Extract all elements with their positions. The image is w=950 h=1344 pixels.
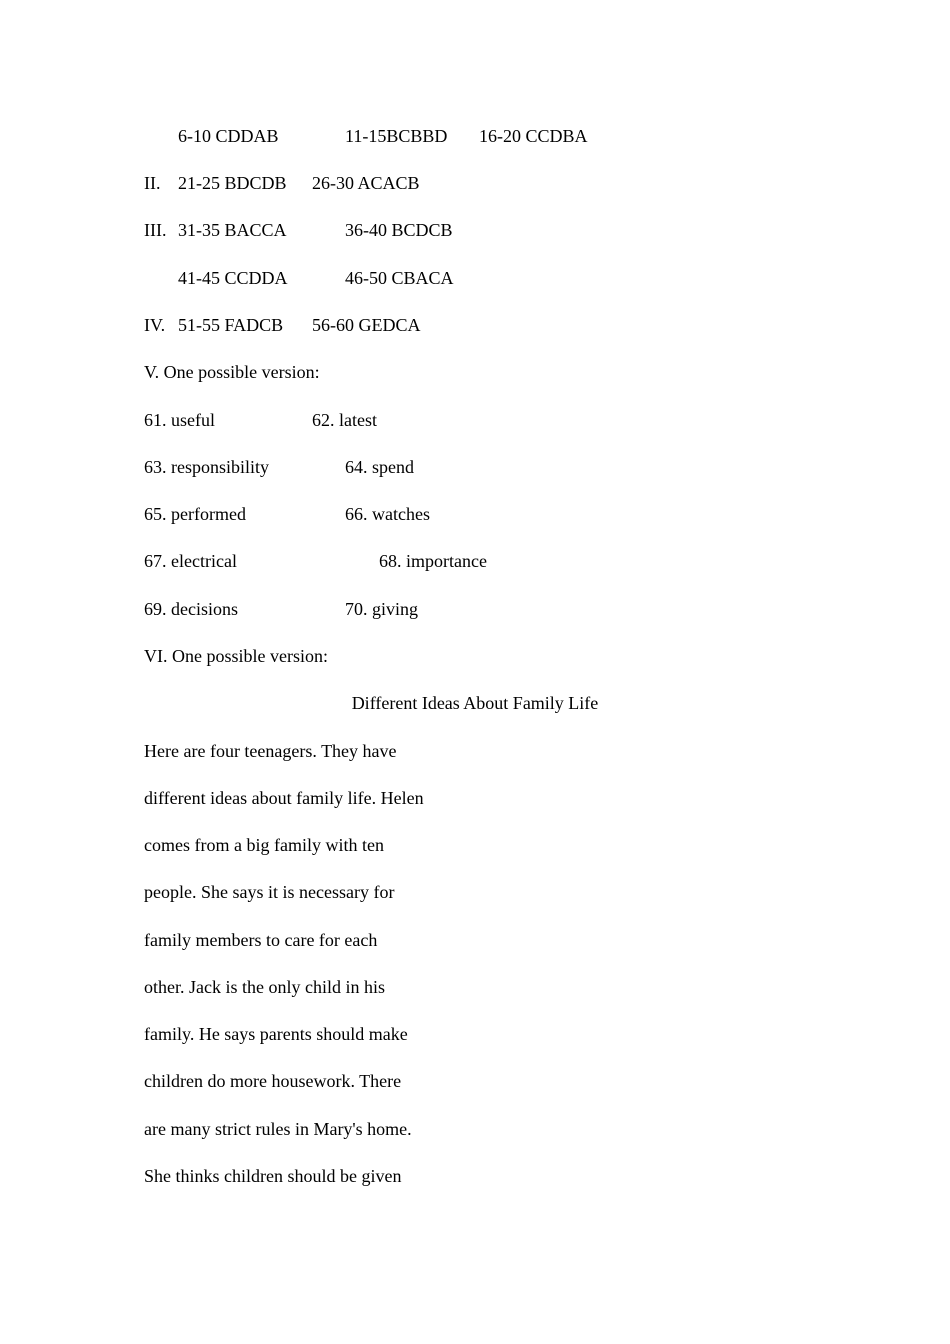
section-4-label: IV. <box>144 315 166 335</box>
essay-line-6: other. Jack is the only child in his <box>144 977 385 997</box>
essay-line-5: family members to care for each <box>144 930 378 950</box>
section-2-label: II. <box>144 173 161 193</box>
essay-line-7: family. He says parents should make <box>144 1024 408 1044</box>
answer-group-41-45: 41-45 CCDDA <box>178 268 288 288</box>
answer-item-62: 62. latest <box>312 410 377 430</box>
section-3-label: III. <box>144 220 167 240</box>
answer-item-70: 70. giving <box>345 599 419 619</box>
essay-line-2: different ideas about family life. Helen <box>144 788 424 808</box>
essay-title: Different Ideas About Family Life <box>351 693 599 713</box>
answer-item-68: 68. importance <box>379 551 487 571</box>
essay-line-10: She thinks children should be given <box>144 1166 402 1186</box>
essay-line-8: children do more housework. There <box>144 1071 402 1091</box>
section-5-heading: V. One possible version: <box>144 362 320 382</box>
answer-group-36-40: 36-40 BCDCB <box>345 220 453 240</box>
answer-group-21-25: 21-25 BDCDB <box>178 173 287 193</box>
answer-item-61: 61. useful <box>144 410 215 430</box>
answer-item-64: 64. spend <box>345 457 414 477</box>
answer-item-69: 69. decisions <box>144 599 238 619</box>
answer-group-6-10: 6-10 CDDAB <box>178 126 279 146</box>
section-6-heading: VI. One possible version: <box>144 646 328 666</box>
essay-line-3: comes from a big family with ten <box>144 835 384 855</box>
answer-group-56-60: 56-60 GEDCA <box>312 315 421 335</box>
answer-group-11-15: 11-15BCBBD <box>345 126 448 146</box>
essay-line-4: people. She says it is necessary for <box>144 882 395 902</box>
answer-group-16-20: 16-20 CCDBA <box>479 126 588 146</box>
answer-item-65: 65. performed <box>144 504 246 524</box>
answer-group-51-55: 51-55 FADCB <box>178 315 284 335</box>
essay-line-9: are many strict rules in Mary's home. <box>144 1119 412 1139</box>
answer-group-46-50: 46-50 CBACA <box>345 268 454 288</box>
answer-group-26-30: 26-30 ACACB <box>312 173 420 193</box>
answer-item-67: 67. electrical <box>144 551 237 571</box>
answer-item-66: 66. watches <box>345 504 430 524</box>
essay-line-1: Here are four teenagers. They have <box>144 741 397 761</box>
answer-item-63: 63. responsibility <box>144 457 269 477</box>
answer-group-31-35: 31-35 BACCA <box>178 220 287 240</box>
